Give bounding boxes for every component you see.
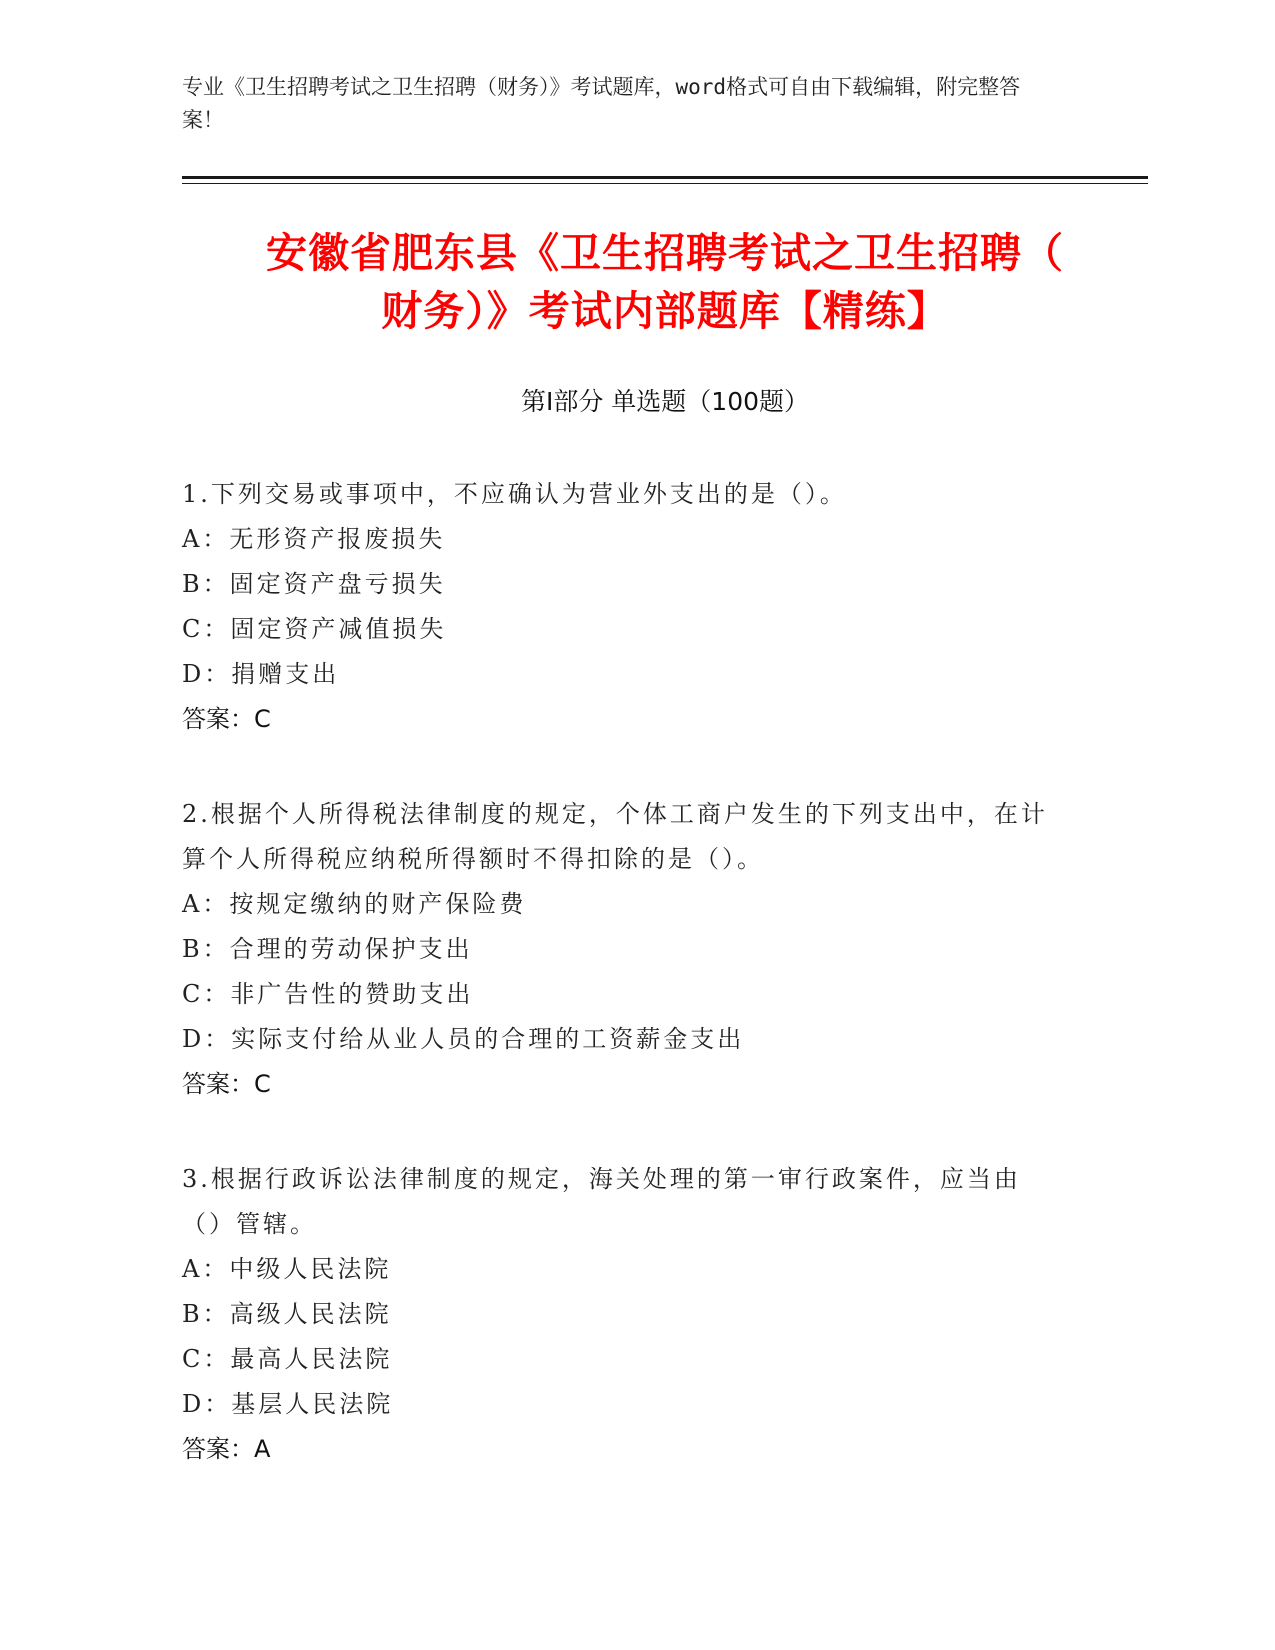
option-d: D：捐赠支出 (182, 660, 340, 688)
document-title (182, 224, 1148, 340)
answer: 答案：C (182, 1070, 271, 1098)
option-c: C：最高人民法院 (182, 1345, 393, 1373)
question-2 (182, 792, 1052, 1107)
answer: 答案：A (182, 1435, 271, 1463)
option-b: B：合理的劳动保护支出 (182, 935, 473, 963)
option-d: D：基层人民法院 (182, 1390, 394, 1418)
question-stem: 3.根据行政诉讼法律制度的规定，海关处理的第一审行政案件，应当由（）管辖。 (182, 1165, 1021, 1238)
question-list (182, 472, 1052, 1522)
option-d: D：实际支付给从业人员的合理的工资薪金支出 (182, 1025, 745, 1053)
option-a: A：无形资产报废损失 (182, 525, 446, 553)
header-divider-thin (182, 183, 1148, 184)
question-stem: 2.根据个人所得税法律制度的规定，个体工商户发生的下列支出中，在计算个人所得税应纳税所得额时不得扣除的是（）。 (182, 800, 1048, 873)
option-a: A：中级人民法院 (182, 1255, 392, 1283)
option-c: C：非广告性的赞助支出 (182, 980, 474, 1008)
question-1 (182, 472, 1052, 742)
header-divider-thick (182, 176, 1148, 179)
option-a: A：按规定缴纳的财产保险费 (182, 890, 527, 918)
document-title-line-2: 财务）》考试内部题库【精练】 (381, 287, 949, 335)
option-c: C：固定资产减值损失 (182, 615, 447, 643)
answer: 答案：C (182, 705, 271, 733)
option-b: B：高级人民法院 (182, 1300, 392, 1328)
question-3 (182, 1157, 1052, 1472)
option-b: B：固定资产盘亏损失 (182, 570, 446, 598)
header-note: 专业《卫生招聘考试之卫生招聘（财务）》考试题库，word格式可自由下载编辑，附完整答案！ (182, 75, 1021, 132)
question-stem: 1.下列交易或事项中，不应确认为营业外支出的是（）。 (182, 480, 847, 508)
section-title: 第Ⅰ部分 单选题（100题） (520, 387, 810, 416)
document-title-line-1: 安徽省肥东县《卫生招聘考试之卫生招聘（ (266, 229, 1064, 277)
